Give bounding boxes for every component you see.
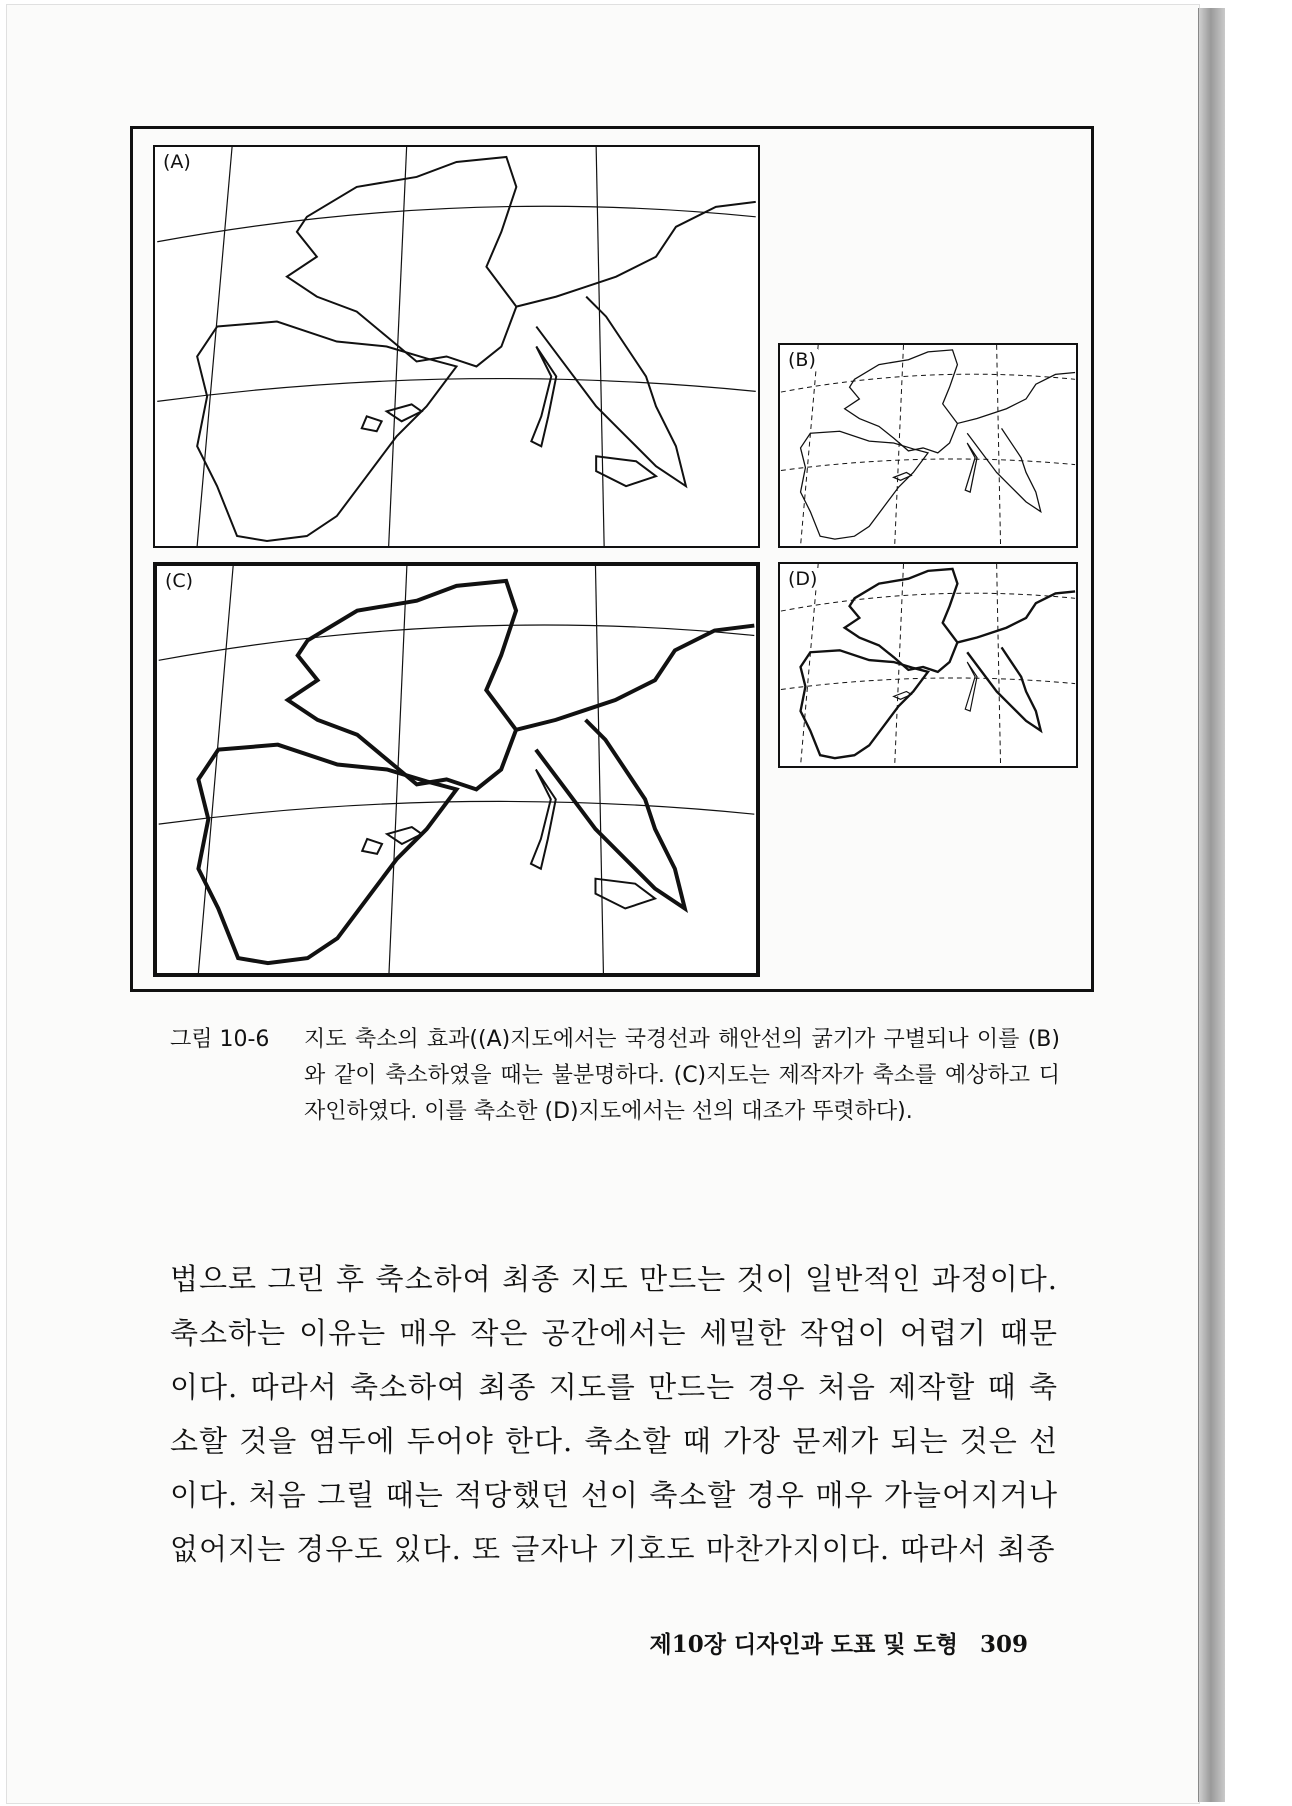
map-panel-d [778,562,1078,768]
body-paragraph: 법으로 그린 후 축소하여 최종 지도 만드는 것이 일반적인 과정이다. 축소하는 이유는 매우 작은 공간에서는 세밀한 작업이 어렵기 때문이다. 따라서 축소하여 최종 지도를 만드는 경우 처음 제작할 때 축소할 것을 염두에 두어야 한다. 축소할 때 가장 문제가 되는 것은 선이다. 처음 그릴 때는 적당했던 선이 축소할 경우 매우 가늘어지거나 없어지는 경우도 있다. 또 글자나 기호도 마찬가지이다. 따라서 최종 [170,1262,1058,1566]
body-text [170,1252,1058,1576]
panel-label-c: (C) [165,570,194,592]
figure-caption [170,1022,1060,1130]
panel-label-d: (D) [788,568,818,590]
panel-label-a: (A) [163,151,191,173]
figure-frame [130,126,1094,992]
map-panel-c [153,562,760,977]
map-a-drawing [155,147,758,546]
map-c-drawing [157,566,756,973]
caption-text: 지도 축소의 효과((A)지도에서는 국경선과 해안선의 굵기가 구별되나 이를 (B)와 같이 축소하였을 때는 불분명하다. (C)지도는 제작자가 축소를 예상하고 디자인하였다. 이를 축소한 (D)지도에서는 선의 대조가 뚜렷하다). [304,1027,1060,1124]
map-d-drawing [780,564,1076,766]
map-b-drawing [780,345,1076,546]
page-edge [1198,8,1225,1802]
page-footer [648,1626,1028,1659]
caption-number: 그림 10-6 [170,1027,270,1052]
page-number: 309 [979,1631,1028,1658]
map-panel-b [778,343,1078,548]
panel-label-b: (B) [788,349,816,371]
map-panel-a [153,145,760,548]
running-title: 제10장 디자인과 도표 및 도형 [649,1631,958,1658]
